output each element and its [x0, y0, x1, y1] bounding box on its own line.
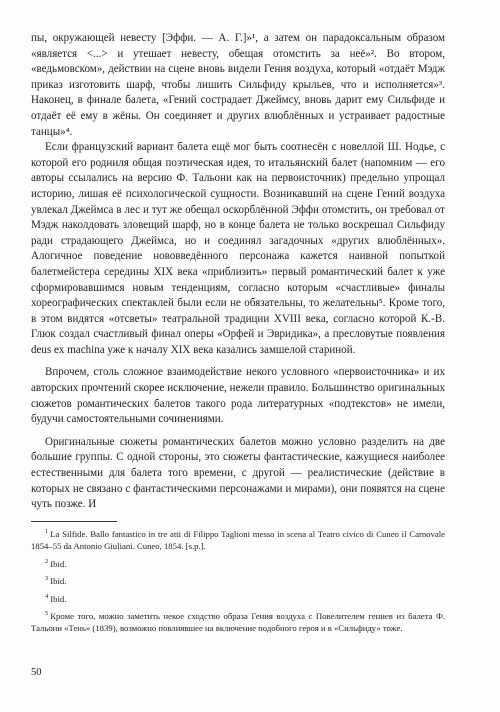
page-number: 50: [31, 667, 42, 678]
footnote-text: Ibid.: [50, 576, 67, 587]
main-text: [31, 31, 445, 513]
footnote-number: 5: [45, 610, 49, 618]
paragraph: Впрочем, столь сложное взаимодействие некого условного «первоисточника» и их авторских прочтений скорее исключение, нежели правило. Большинство оригинальных сюжетов романтических балетов такого рода литературных «подтекстов» не имели, будучи самостоятельными сочинениями.: [31, 366, 445, 426]
paragraph: Если французский вариант балета ещё мог быть соотнесён с новеллой Ш. Нодье, с которой его родниля общая поэтическая идея, то итальянский балет (напомним — его авторы ссылались на версию Ф. Тальони как на первоисточник) предельно упрощал историю, лишая её психологической сущности. Возникавший на сцене Гений воздуха увлекал Джеймса в лес и тут же обещал оскорблённой Эффи отомстить, он требовал от Мэдж наколдовать зловещий шарф, но в конце балета не только воскрешал Сильфиду ради страдающего Джеймса, но и соединял загадочных «других влюблённых». Алогичное поведение нововведённого персонажа кажется наивной попыткой балетмейстера середины XIX века «приблизить» первый романтический балет к уже сформировавшимся новым тенденциям, согласно которым «счастливые» финалы хореографических спектаклей были если не обязательны, то желательны⁵. Кроме того, в этом видятся «отсветы» театральной традиции XVIII века, согласно которой К.-В. Глюк создал счастливый финал оперы «Орфей и Эвридика», а пресловутые появления deus ex machina уже к началу XIX века казались замшелой стариной.: [31, 141, 445, 356]
footnote-number: 2: [45, 557, 49, 565]
footnote-number: 3: [45, 575, 49, 583]
footnote-separator: [31, 521, 117, 522]
footnote: [31, 558, 445, 570]
footnotes: [31, 528, 445, 640]
footnote-number: 4: [45, 592, 49, 600]
paragraph: Оригинальные сюжеты романтических балетов можно условно разделить на две большие группы. С одной стороны, это сюжеты фантастические, кажущиеся наиболее естественными для балета того времени, с другой — реалистические (действие в которых не связано с фантастическими персонажами и мирами), они появятся на сцене чуть позже. И: [31, 435, 445, 511]
footnote: [31, 528, 445, 553]
footnote-text: Ibid.: [50, 558, 67, 569]
footnote: [31, 575, 445, 587]
footnote-text: Кроме того, можно заметить некое сходство образа Гения воздуха с Повелителем гениев из балета Ф. Тальони «Тень» (1839), возможно повлиявшее на включение подобного героя и в «Сильфиду» тоже.: [31, 611, 445, 634]
footnote: [31, 610, 445, 635]
footnote: [31, 593, 445, 605]
footnote-number: 1: [45, 528, 49, 536]
footnote-text: Ibid.: [50, 593, 67, 604]
paragraph: пы, окружающей невесту [Эффи. — А. Г.]»¹, а затем он парадоксальным образом «является <...> и утешает невесту, обещая отомстить за неё»². Во втором, «ведьмовском», действии на сцене вновь видели Гения воздуха, который «отдаёт Мэдж приказ изготовить шарф, чтобы лишить Сильфиду крыльев, что и исполняется»³. Наконец, в финале балета, «Гений сострадает Джеймсу, вновь дарит ему Сильфиде и отдаёт её ему в жёны. Он соединяет и других влюблённых и устраивает радостные танцы»⁴.: [31, 32, 445, 138]
footnote-text: La Silfide. Ballo fantastico in tre atti di Filippo Taglioni messo in scena al Teatro civico di Cuneo il Carnovale 1854–55 da Antonio Giuliani. Cuneo, 1854. [s.p.].: [31, 529, 445, 552]
